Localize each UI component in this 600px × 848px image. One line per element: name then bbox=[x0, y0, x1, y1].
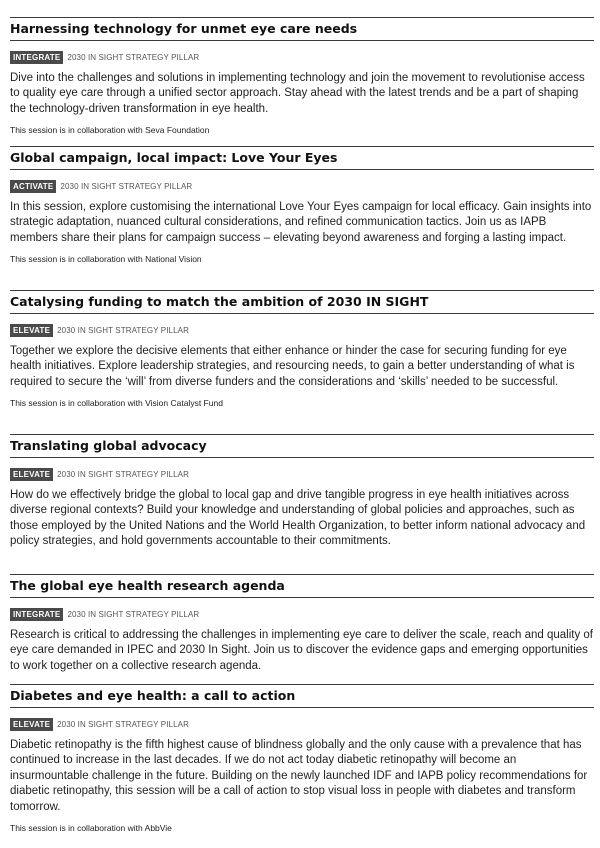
collaboration-note: This session is in collaboration with Vision Catalyst Fund bbox=[10, 398, 223, 409]
pillar-tag: ELEVATE bbox=[10, 324, 53, 337]
divider bbox=[10, 313, 594, 314]
divider bbox=[10, 40, 594, 41]
pillar-row bbox=[10, 467, 594, 481]
pillar-row bbox=[10, 607, 594, 621]
pillar-label: 2030 IN SIGHT STRATEGY PILLAR bbox=[57, 719, 189, 729]
pillar-tag: ELEVATE bbox=[10, 468, 53, 481]
session-description: How do we effectively bridge the global to local gap and drive tangible progress in eye health initiatives across diverse regional contexts? Build your knowledge and understanding of global policies and approaches, such as those employed by the United Nations and the World Health Organization, to better inform national advocacy and policy strategies, and hold governments accountable to their commitments. bbox=[10, 489, 586, 548]
divider bbox=[10, 169, 594, 170]
session-diabetes bbox=[10, 684, 594, 834]
pillar-label: 2030 IN SIGHT STRATEGY PILLAR bbox=[60, 181, 193, 191]
session-research bbox=[10, 574, 594, 674]
collaboration-note: This session is in collaboration with AbbVie bbox=[10, 823, 172, 834]
session-description: Diabetic retinopathy is the fifth highest cause of blindness globally and the only cause with a prevalence that has continued to increase in the last decades. If we do not act today diabetic retinopathy will become an insurmountable challenge in the future. Building on the newly launched IDF and IAPB policy recommendations for diabetic retinopathy, this session will be a call of action to stop visual loss in people with diabetes and transform tomorrow. bbox=[10, 739, 588, 813]
session-love-your-eyes bbox=[10, 146, 594, 265]
pillar-tag: ACTIVATE bbox=[10, 180, 56, 193]
session-description: In this session, explore customising the international Love Your Eyes campaign for local efficacy. Gain insights into strategic adaptation, nuanced cultural considerations, and refined communication tactics. Join us as IAPB members share their plans for campaign success – elevating beyond awareness and forging a lasting impact. bbox=[10, 201, 592, 244]
session-title: Diabetes and eye health: a call to action bbox=[10, 688, 296, 703]
divider bbox=[10, 457, 594, 458]
session-title: Harnessing technology for unmet eye care needs bbox=[10, 21, 358, 36]
pillar-tag: INTEGRATE bbox=[10, 608, 63, 621]
pillar-tag: INTEGRATE bbox=[10, 51, 63, 64]
session-technology bbox=[10, 17, 594, 136]
collaboration-note: This session is in collaboration with Seva Foundation bbox=[10, 125, 210, 136]
session-funding bbox=[10, 290, 594, 409]
session-description: Together we explore the decisive elements that either enhance or hinder the case for securing funding for eye health initiatives. Explore leadership strategies, and resourcing needs, to gain a better understanding of what is required to secure the ‘will’ from diverse funders and the considerations and ‘skills’ needed to be successful. bbox=[10, 345, 575, 388]
session-title: Catalysing funding to match the ambition of 2030 IN SIGHT bbox=[10, 294, 429, 309]
divider bbox=[10, 597, 594, 598]
collaboration-note: This session is in collaboration with National Vision bbox=[10, 254, 202, 265]
pillar-row bbox=[10, 717, 594, 731]
divider bbox=[10, 707, 594, 708]
session-title: The global eye health research agenda bbox=[10, 578, 285, 593]
pillar-row bbox=[10, 50, 594, 64]
pillar-label: 2030 IN SIGHT STRATEGY PILLAR bbox=[57, 469, 189, 479]
pillar-row bbox=[10, 179, 594, 193]
pillar-label: 2030 IN SIGHT STRATEGY PILLAR bbox=[67, 609, 200, 619]
pillar-label: 2030 IN SIGHT STRATEGY PILLAR bbox=[67, 52, 200, 62]
pillar-tag: ELEVATE bbox=[10, 718, 53, 731]
session-title: Global campaign, local impact: Love Your Eyes bbox=[10, 150, 338, 165]
pillar-row bbox=[10, 323, 594, 337]
session-description: Research is critical to addressing the challenges in implementing eye care to deliver the scale, reach and quality of eye care demanded in IPEC and 2030 In Sight. Join us to discover the evidence gaps and emerging opportunities to work together on a collective research agenda. bbox=[10, 629, 593, 672]
session-title: Translating global advocacy bbox=[10, 438, 207, 453]
session-advocacy bbox=[10, 434, 594, 550]
pillar-label: 2030 IN SIGHT STRATEGY PILLAR bbox=[57, 325, 189, 335]
session-description: Dive into the challenges and solutions in implementing technology and join the movement to revolutionise access to quality eye care through a unified sector approach. Stay ahead with the latest trends and be a part of shaping the technology-driven transformation in eye health. bbox=[10, 72, 585, 115]
